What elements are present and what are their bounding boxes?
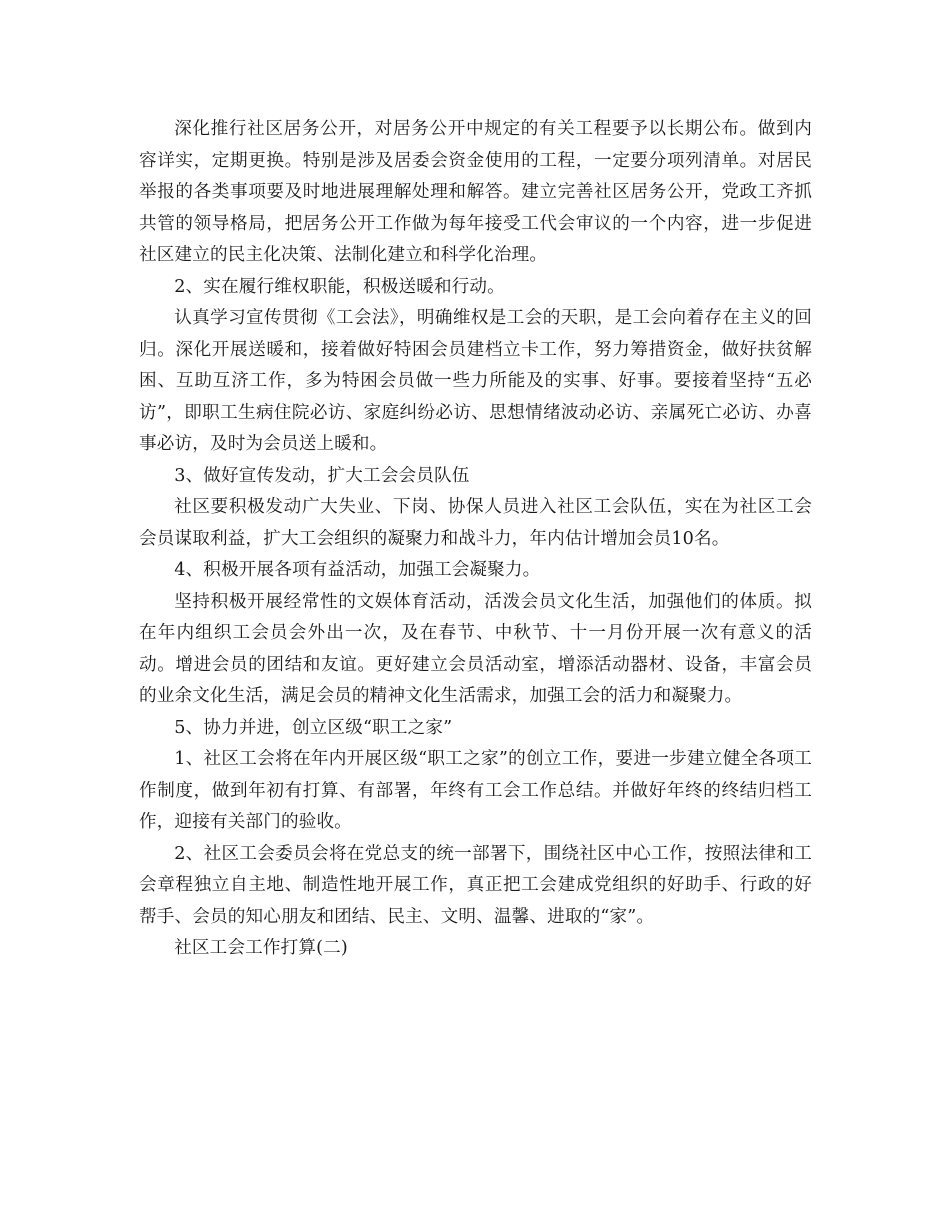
paragraph-section-5-item-2: 2、社区工会委员会将在党总支的统一部署下，围绕社区中心工作，按照法律和工会章程独立自主地、制造性地开展工作，真正把工会建成党组织的好助手、行政的好帮手、会员的知心朋友和团结、民主、文明、温馨、进取的“家”。 [139,843,812,927]
paragraph-intro: 深化推行社区居务公开，对居务公开中规定的有关工程要予以长期公布。做到内容详实，定期更换。特别是涉及居委会资金使用的工程，一定要分项列清单。对居民举报的各类事项要及时地进展理解处理和解答。建立完善社区居务公开，党政工齐抓共管的领导格局，把居务公开工作做为每年接受工代会审议的一个内容，进一步促进社区建立的民主化决策、法制化建立和科学化治理。 [139,119,812,265]
document-body [139,114,812,965]
paragraph-section-2: 认真学习宣传贯彻《工会法》，明确维权是工会的天职，是工会向着存在主义的回归。深化开展送暖和，接着做好特困会员建档立卡工作，努力筹措资金，做好扶贫解困、互助互济工作，多为特困会员做一些力所能及的实事、好事。要接着坚持“五必访”，即职工生病住院必访、家庭纠纷必访、思想情绪波动必访、亲属死亡必访、办喜事必访，及时为会员送上暖和。 [139,308,812,454]
section-heading-2: 2、实在履行维权职能，积极送暖和行动。 [174,276,505,297]
section-heading-4: 4、积极开展各项有益活动，加强工会凝聚力。 [174,560,541,580]
section-heading-5: 5、协力并进，创立区级“职工之家” [174,717,453,738]
document-subtitle: 社区工会工作打算(二) [174,938,348,958]
paragraph-section-4: 坚持积极开展经常性的文娱体育活动，活泼会员文化生活，加强他们的体质。拟在年内组织工会员会外出一次，及在春节、中秋节、十一月份开展一次有意义的活动。增进会员的团结和友谊。更好建立会员活动室，增添活动器材、设备，丰富会员的业余文化生活，满足会员的精神文化生活需求，加强工会的活力和凝聚力。 [139,591,812,706]
paragraph-section-3: 社区要积极发动广大失业、下岗、协保人员进入社区工会队伍，实在为社区工会会员谋取利益，扩大工会组织的凝聚力和战斗力，年内估计增加会员10名。 [139,497,812,549]
paragraph-section-5-item-1: 1、社区工会将在年内开展区级“职工之家”的创立工作，要进一步建立健全各项工作制度，做到年初有打算、有部署，年终有工会工作总结。并做好年终的终结归档工作，迎接有关部门的验收。 [139,749,812,832]
section-heading-3: 3、做好宣传发动，扩大工会会员队伍 [174,465,470,486]
